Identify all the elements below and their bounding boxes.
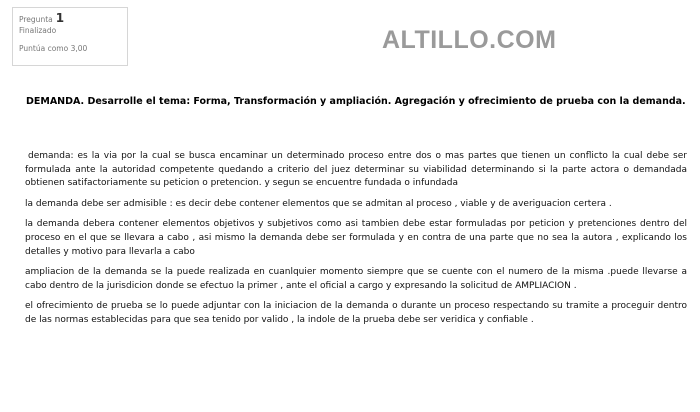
question-label: Pregunta <box>19 15 53 24</box>
answer-paragraph: el ofrecimiento de prueba se lo puede adjuntar con la iniciacion de la demanda o durante un proceso respectando su tramite a proceguir dentro de las normas establecidas para que sea tenido por valido , la indole de la prueba debe ser veridica y confiable . <box>25 301 687 325</box>
question-status: Finalizado <box>19 26 57 35</box>
question-number: 1 <box>55 11 65 25</box>
question-info-box <box>12 7 128 66</box>
question-number-line <box>19 11 127 25</box>
answer-text <box>25 150 687 335</box>
watermark-logo: ALTILLO.COM <box>382 26 557 54</box>
question-score: Puntúa como 3,00 <box>19 44 88 53</box>
question-prompt: DEMANDA. Desarrolle el tema: Forma, Transformación y ampliación. Agregación y ofrecimiento de prueba con la demanda. <box>26 96 686 107</box>
answer-paragraph: la demanda debera contener elementos objetivos y subjetivos como asi tambien debe estar formuladas por peticion y pretenciones dentro del proceso en el que se llevara a cabo , asi mismo la demanda debe ser formulada y en contra de una parte que no sea la autora , explicando los detalles y motivo para llevarla a cabo <box>25 219 687 257</box>
answer-paragraph: ampliacion de la demanda se la puede realizada en cuanlquier momento siempre que se cuente con el numero de la misma .puede llevarse a cabo dentro de la jurisdicion donde se efectuo la primer , ante el oficial a cargo y expresando la solicitud de AMPLIACION . <box>25 267 687 291</box>
answer-paragraph: demanda: es la via por la cual se busca encaminar un determinado proceso entre dos o mas partes que tienen un conflicto la cual debe ser formulada ante la autoridad competente quedando a criterio del juez determinar su viabilidad determinando si la parte actora o demandada obtienen satifactoriamente su peticion o pretencion. y segun se encuentre fundada o infundada <box>25 151 687 189</box>
answer-paragraph: la demanda debe ser admisible : es decir debe contener elementos que se admitan al proceso , viable y de averiguacion certera . <box>25 198 612 209</box>
